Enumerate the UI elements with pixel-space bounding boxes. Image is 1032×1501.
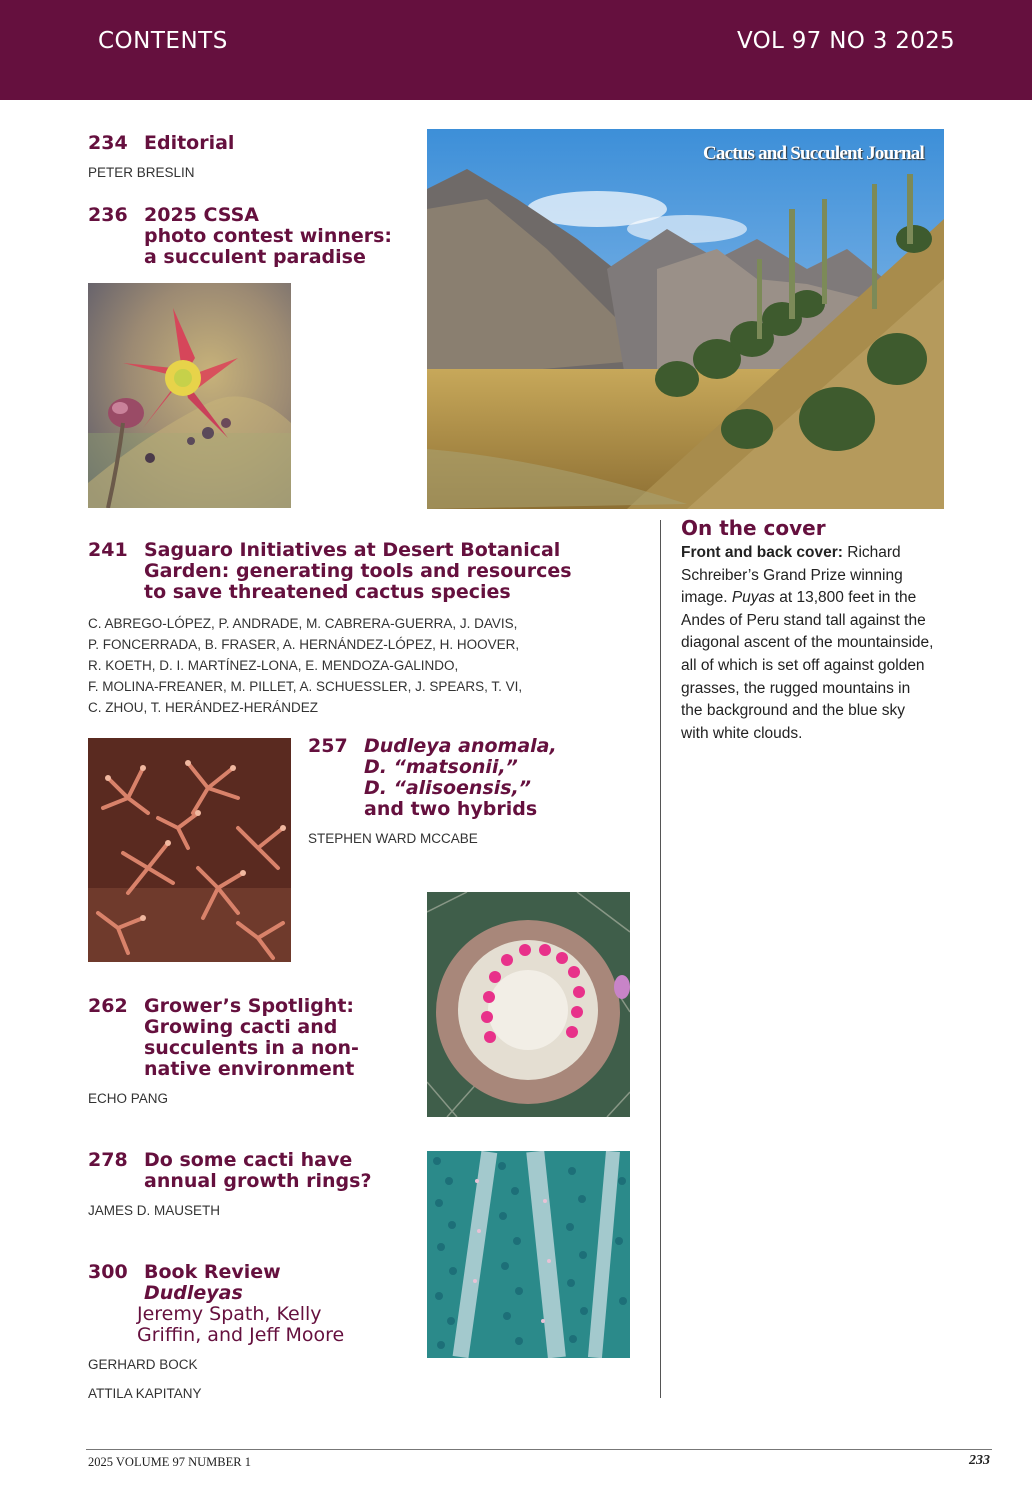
toc-entry-editorial[interactable]: [88, 133, 388, 183]
entry-title-line: 2025 CSSA: [144, 204, 260, 226]
footer-rule: [86, 1449, 992, 1450]
entry-author-line: F. MOLINA-FREANER, M. PILLET, A. SCHUESSLER, J. SPEARS, T. VI,: [88, 679, 523, 694]
cover-caption-italic: Puyas: [731, 589, 775, 607]
column-divider: [660, 520, 661, 1398]
entry-author: STEPHEN WARD MCCABE: [308, 831, 478, 846]
reviewer: ATTILA KAPITANY: [88, 1386, 202, 1401]
entry-title-line: and two hybrids: [364, 798, 538, 820]
page-header: [0, 0, 1032, 100]
entry-title-line: Grower’s Spotlight:: [144, 995, 355, 1017]
entry-title-line: to save threatened cactus species: [144, 581, 511, 603]
section-title: CONTENTS: [98, 28, 228, 54]
entry-title: Book Review: [144, 1261, 281, 1283]
page-number: 236: [88, 204, 128, 226]
entry-title-line: Dudleya anomala,: [364, 735, 557, 757]
entry-author: ECHO PANG: [88, 1091, 169, 1106]
entry-title-line: succulents in a non-: [144, 1037, 359, 1059]
cover-caption-lead: Front and back cover:: [681, 544, 843, 561]
entry-title: Editorial: [144, 132, 235, 154]
entry-title-line: Growing cacti and: [144, 1016, 338, 1038]
entry-author: JAMES D. MAUSETH: [88, 1203, 221, 1218]
flower-photo: [88, 283, 291, 508]
book-authors-line: Jeremy Spath, Kelly: [137, 1303, 322, 1325]
toc-entry-growth-rings[interactable]: [88, 1150, 408, 1221]
page-number: 262: [88, 995, 128, 1017]
entry-author-line: P. FONCERRADA, B. FRASER, A. HERNÁNDEZ-LÓPEZ, H. HOOVER,: [88, 637, 520, 652]
page-number: 241: [88, 539, 128, 561]
footer-issue: 2025 VOLUME 97 NUMBER 1: [88, 1455, 251, 1469]
page-number: 300: [88, 1261, 128, 1283]
entry-author-line: C. ABREGO-LÓPEZ, P. ANDRADE, M. CABRERA-GUERRA, J. DAVIS,: [88, 616, 518, 631]
cover-masthead: Cactus and Succulent Journal: [703, 143, 924, 164]
entry-title-line: Saguaro Initiatives at Desert Botanical: [144, 539, 561, 561]
entry-title-line: D. “alisoensis,”: [364, 777, 532, 799]
cover-caption: [681, 542, 936, 745]
book-title: Dudleyas: [144, 1282, 243, 1304]
entry-title-line: annual growth rings?: [144, 1170, 372, 1192]
entry-author: PETER BRESLIN: [88, 165, 195, 180]
page-number: 278: [88, 1149, 128, 1171]
toc-entry-book-review[interactable]: [88, 1262, 408, 1404]
entry-title-line: Garden: generating tools and resources: [144, 560, 572, 582]
toc-entry-photo-contest[interactable]: [88, 205, 408, 268]
reviewer: GERHARD BOCK: [88, 1357, 198, 1372]
dudleya-photo: [88, 738, 291, 962]
cover-caption-text: Richard Schreiber’s Grand Prize winning image.: [681, 544, 903, 607]
entry-title-line: D. “matsonii,”: [364, 756, 518, 778]
footer-page-number: 233: [969, 1453, 990, 1468]
entry-title-line: native environment: [144, 1058, 355, 1080]
page-number: 234: [88, 132, 128, 154]
cover-photo: [427, 129, 944, 509]
toc-entry-growers-spotlight[interactable]: [88, 996, 408, 1109]
issue-info: VOL 97 NO 3 2025: [736, 28, 955, 54]
melocactus-photo: [427, 892, 630, 1117]
book-authors-line: Griffin, and Jeff Moore: [137, 1324, 345, 1346]
entry-author-line: R. KOETH, D. I. MARTÍNEZ-LONA, E. MENDOZA-GALINDO,: [88, 658, 459, 673]
entry-title-line: a succulent paradise: [144, 246, 366, 268]
growth-rings-photo: [427, 1151, 630, 1358]
page-number: 257: [308, 735, 348, 757]
toc-entry-saguaro[interactable]: [88, 540, 628, 718]
cover-heading: On the cover: [681, 516, 826, 540]
entry-title-line: photo contest winners:: [144, 225, 393, 247]
entry-title-line: Do some cacti have: [144, 1149, 353, 1171]
entry-author-line: C. ZHOU, T. HERÁNDEZ-HERÁNDEZ: [88, 700, 319, 715]
cover-caption-text: at 13,800 feet in the Andes of Peru stand tall against the diagonal ascent of the mountainside, all of which is set off against golden grasses, the rugged mountains in the background and the blue sky with white clouds.: [681, 589, 934, 742]
toc-entry-dudleya[interactable]: [308, 736, 608, 849]
